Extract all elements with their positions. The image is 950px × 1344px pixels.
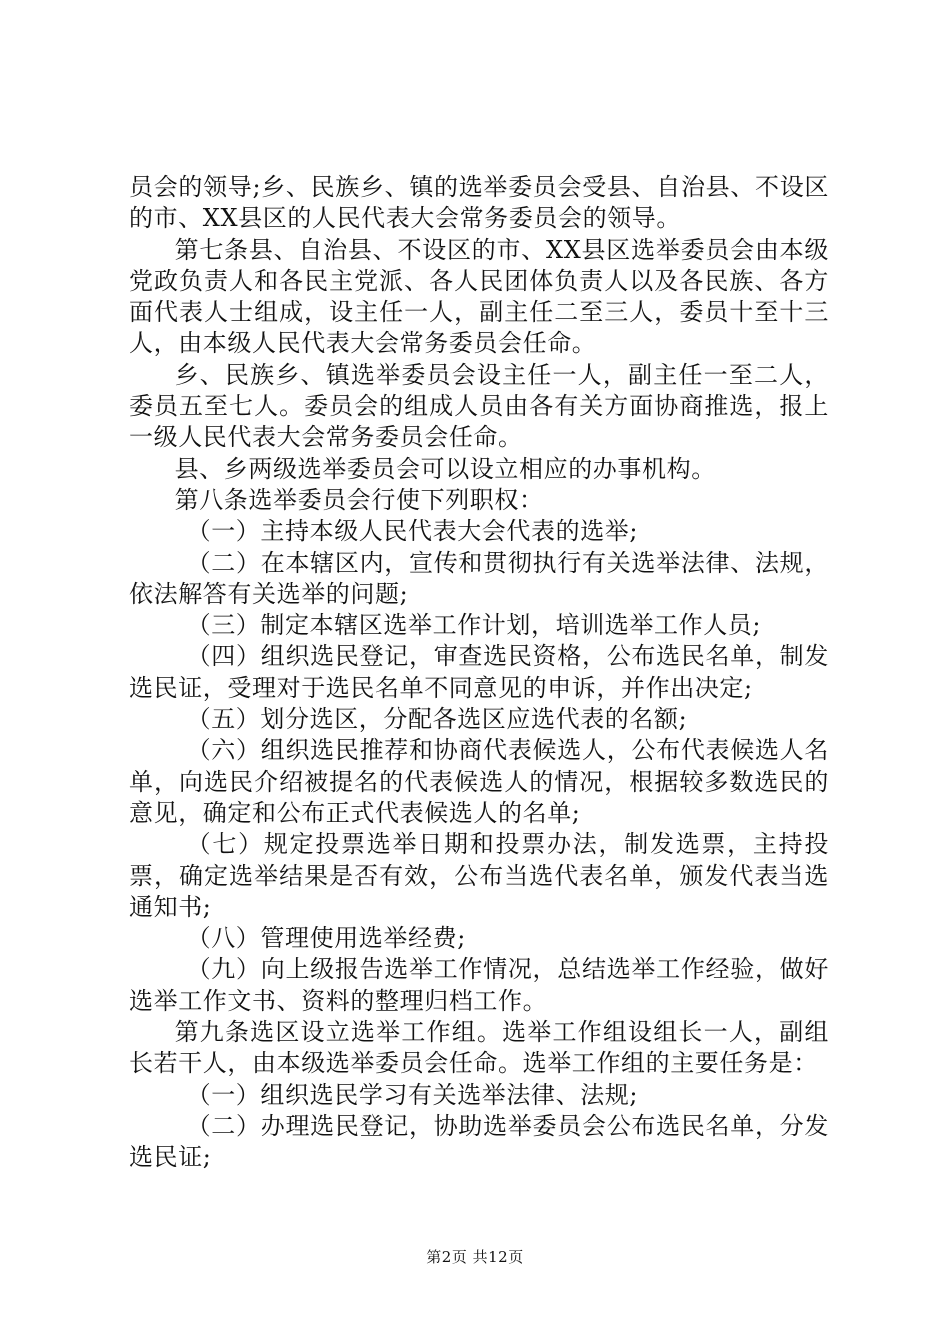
paragraph: 第八条选举委员会行使下列职权： — [174, 485, 544, 514]
list-item: （二）办理选民登记，协助选举委员会公布选民名单，分发选民证; — [129, 1111, 829, 1172]
list-item: （六）组织选民推荐和协商代表候选人，公布代表候选人名单，向选民介绍被提名的代表候选人的情况，根据较多数选民的意见，确定和公布正式代表候选人的名单; — [129, 736, 829, 827]
list-item: （三）制定本辖区选举工作计划，培训选举工作人员; — [186, 611, 762, 640]
list-item: （一）主持本级人民代表大会代表的选举; — [186, 517, 639, 546]
list-item: （九）向上级报告选举工作情况，总结选举工作经验，做好选举工作文书、资料的整理归档工作。 — [129, 955, 829, 1015]
list-item: （四）组织选民登记，审查选民资格，公布选民名单，制发选民证，受理对于选民名单不同意见的申诉，并作出决定; — [129, 642, 829, 702]
paragraph: 第七条县、自治县、不设区的市、XX县区选举委员会由本级党政负责人和各民主党派、各人民团体负责人以及各民族、各方面代表人士组成，设主任一人，副主任二至三人，委员十至十三人，由本级人民代表大会常务委员会任命。 — [129, 235, 829, 358]
list-item: （一）组织选民学习有关选举法律、法规; — [186, 1080, 639, 1109]
paragraph: 员会的领导;乡、民族乡、镇的选举委员会受县、自治县、不设区的市、XX县区的人民代表大会常务委员会的领导。 — [129, 173, 829, 233]
list-item: （七）规定投票选举日期和投票办法，制发选票，主持投票，确定选举结果是否有效，公布当选代表名单，颁发代表当选通知书; — [129, 830, 829, 921]
page-number-footer: 第2页 共12页 — [426, 1248, 524, 1266]
document-body — [129, 172, 829, 1174]
list-item: （五）划分选区，分配各选区应选代表的名额; — [186, 705, 688, 734]
paragraph: 乡、民族乡、镇选举委员会设主任一人，副主任一至二人，委员五至七人。委员会的组成人员由各有关方面协商推选，报上一级人民代表大会常务委员会任命。 — [129, 360, 829, 452]
paragraph: 第九条选区设立选举工作组。选举工作组设组长一人，副组长若干人，由本级选举委员会任命。选举工作组的主要任务是： — [129, 1018, 829, 1078]
list-item: （二）在本辖区内，宣传和贯彻执行有关选举法律、法规，依法解答有关选举的问题; — [129, 548, 829, 608]
paragraph: 县、乡两级选举委员会可以设立相应的办事机构。 — [174, 454, 716, 483]
list-item: （八）管理使用选举经费; — [186, 924, 466, 953]
